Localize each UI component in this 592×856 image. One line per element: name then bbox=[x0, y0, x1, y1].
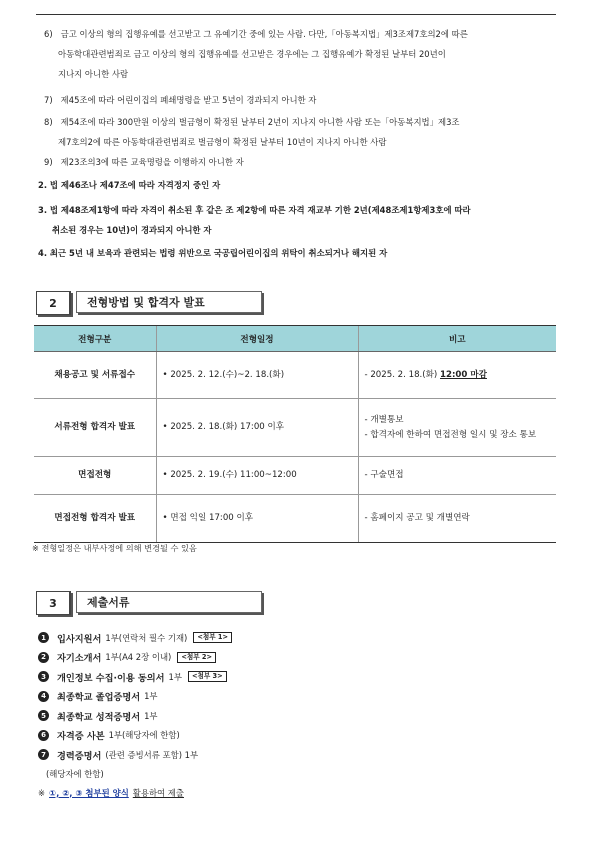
list-item: 6 자격증 사본 1부(해당자에 한함) bbox=[38, 726, 558, 746]
circled-number: 2 bbox=[38, 652, 49, 663]
remark-cell: - 홈페이지 공고 및 개별연락 bbox=[358, 495, 556, 543]
sub-item-6: 6) 금고 이상의 형의 집행유예를 선고받고 그 유예기간 중에 있는 사람. 다만,「아동복지법」제3조제7호의2에 따른 아동학대관련범죄로 금고 이상의 형의 집행유예를 선고받은 경우에는 그 집행유예가 확정된 날부터 20년이 지나지 아니한 사람 bbox=[44, 29, 468, 79]
sub-item-9: 9) 제23조의3에 따른 교육명령을 이행하지 아니한 자 bbox=[44, 157, 244, 167]
section-number: 3 bbox=[36, 591, 71, 615]
section-number: 2 bbox=[36, 291, 71, 315]
section-3-header bbox=[36, 591, 264, 615]
schedule-cell: • 2025. 2. 12.(수)~2. 18.(화) bbox=[156, 352, 358, 399]
table-header-row bbox=[34, 326, 556, 352]
list-item: 4 최종학교 졸업증명서 1부 bbox=[38, 687, 558, 707]
table-row bbox=[34, 352, 556, 399]
column-header: 전형구분 bbox=[34, 326, 156, 352]
table-row bbox=[34, 457, 556, 495]
remark-cell: - 2025. 2. 18.(화) 12:00 마감 bbox=[358, 352, 556, 399]
section-title: 전형방법 및 합격자 발표 bbox=[76, 291, 262, 313]
top-rule bbox=[36, 14, 556, 15]
remark-cell: - 개별통보 - 합격자에 한하여 면접전형 일시 및 장소 통보 bbox=[358, 399, 556, 457]
remark-cell: - 구술면접 bbox=[358, 457, 556, 495]
schedule-cell: • 면접 익일 17:00 이후 bbox=[156, 495, 358, 543]
schedule-cell: • 2025. 2. 19.(수) 11:00~12:00 bbox=[156, 457, 358, 495]
category-cell: 채용공고 및 서류접수 bbox=[34, 352, 156, 399]
sub-item-7: 7) 제45조에 따라 어린이집의 폐쇄명령을 받고 5년이 경과되지 아니한 자 bbox=[44, 95, 317, 105]
attachment-tag: <첨부 3> bbox=[188, 671, 227, 682]
category-cell: 면접전형 bbox=[34, 457, 156, 495]
category-cell: 면접전형 합격자 발표 bbox=[34, 495, 156, 543]
column-header: 전형일정 bbox=[156, 326, 358, 352]
list-item: 3 개인정보 수집·이용 동의서 1부 <첨부 3> bbox=[38, 667, 558, 687]
section-title: 제출서류 bbox=[76, 591, 262, 613]
table-row bbox=[34, 495, 556, 543]
list-item: 1 입사지원서 1부(연락처 필수 기재) <첨부 1> bbox=[38, 628, 558, 648]
document-list bbox=[38, 628, 558, 801]
circled-number: 6 bbox=[38, 730, 49, 741]
circled-number: 5 bbox=[38, 710, 49, 721]
category-cell: 서류전형 합격자 발표 bbox=[34, 399, 156, 457]
deadline-emphasis: 12:00 마감 bbox=[440, 369, 487, 380]
list-item: 7 경력증명서 (관련 증빙서류 포함) 1부 bbox=[38, 745, 558, 765]
circled-number: 7 bbox=[38, 749, 49, 760]
schedule-cell: • 2025. 2. 18.(화) 17:00 이후 bbox=[156, 399, 358, 457]
list-item: 5 최종학교 성적증명서 1부 bbox=[38, 706, 558, 726]
table-row bbox=[34, 399, 556, 457]
eligibility-item-2: 2. 법 제46조나 제47조에 따라 자격정지 중인 자 bbox=[38, 180, 221, 190]
attached-forms-ref: ①, ②, ③ 첨부된 양식 bbox=[49, 787, 129, 798]
eligibility-item-4: 4. 최근 5년 내 보육과 관련되는 법령 위반으로 국공립어린이집의 위탁이 취소되거나 해지된 자 bbox=[38, 248, 388, 258]
schedule-note: ※ 전형일정은 내부사정에 의해 변경될 수 있음 bbox=[32, 543, 197, 553]
sub-item-8: 8) 제54조에 따라 300만원 이상의 벌금형이 확정된 날부터 2년이 지나지 아니한 사람 또는「아동복지법」제3조 제7호의2에 따른 아동학대관련범죄로 벌금형이 확정된 날부터 10년이 지나지 아니한 사람 bbox=[44, 117, 460, 147]
doc7-condition: (해당자에 한함) bbox=[46, 768, 104, 779]
schedule-table bbox=[34, 325, 556, 543]
submission-note: ※ ①, ②, ③ 첨부된 양식 활용하여 제출 bbox=[38, 787, 184, 798]
circled-number: 4 bbox=[38, 691, 49, 702]
column-header: 비고 bbox=[358, 326, 556, 352]
attachment-tag: <첨부 2> bbox=[177, 652, 216, 663]
section-2-header bbox=[36, 291, 264, 315]
circled-number: 3 bbox=[38, 671, 49, 682]
circled-number: 1 bbox=[38, 632, 49, 643]
attachment-tag: <첨부 1> bbox=[193, 632, 232, 643]
list-item: 2 자기소개서 1부(A4 2장 이내) <첨부 2> bbox=[38, 648, 558, 668]
eligibility-item-3: 3. 법 제48조제1항에 따라 자격이 취소된 후 같은 조 제2항에 따른 자격 재교부 기한 2년(제48조제1항제3호에 따라 취소된 경우는 10년)이 경과되지 아니한 자 bbox=[38, 205, 471, 235]
